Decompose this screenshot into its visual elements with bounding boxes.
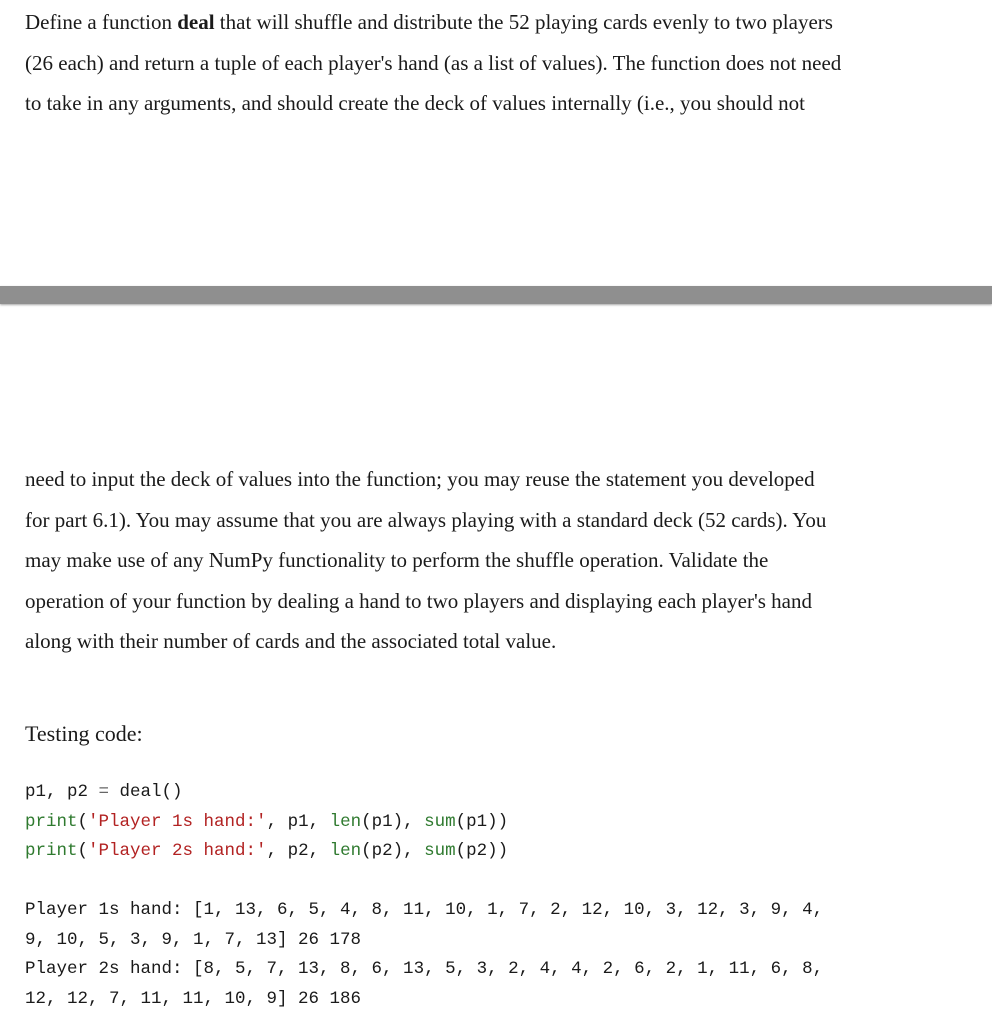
problem-line-3: to take in any arguments, and should create the deck of values internally (i.e., you should not — [25, 91, 805, 115]
code-line-1: p1, p2 = deal() — [25, 782, 183, 802]
problem-statement-top — [25, 2, 980, 124]
testing-code-block — [25, 778, 508, 867]
page-break-divider — [0, 286, 992, 304]
code-line-3: print('Player 2s hand:', p2, len(p2), sum(p2)) — [25, 841, 509, 861]
output-line-2: 9, 10, 5, 3, 9, 1, 7, 13] 26 178 — [25, 929, 362, 950]
cont-line-4: operation of your function by dealing a hand to two players and displaying each player's hand — [25, 588, 812, 613]
intro-text-cont: that will shuffle and distribute the 52 playing cards evenly to two players — [214, 10, 833, 34]
output-line-4: 12, 12, 7, 11, 11, 10, 9] 26 186 — [25, 988, 362, 1009]
cont-line-2: for part 6.1). You may assume that you are always playing with a standard deck (52 cards). You — [25, 507, 827, 532]
code-line-2: print('Player 1s hand:', p1, len(p1), sum(p1)) — [25, 811, 509, 832]
intro-text: Define a function — [25, 10, 178, 34]
cont-line-1: need to input the deck of values into the function; you may reuse the statement you developed — [25, 467, 815, 491]
function-name: deal — [177, 10, 215, 34]
cont-line-5: along with their number of cards and the associated total value. — [25, 629, 557, 653]
problem-statement-continued — [25, 459, 980, 662]
output-line-3: Player 2s hand: [8, 5, 7, 13, 8, 6, 13, 5, 3, 2, 4, 4, 2, 6, 2, 1, 11, 6, 8, — [25, 959, 824, 979]
cont-line-3: may make use of any NumPy functionality to perform the shuffle operation. Validate the — [25, 548, 769, 572]
problem-line-2: (26 each) and return a tuple of each player's hand (as a list of values). The function does not need — [25, 50, 842, 75]
output-line-1: Player 1s hand: [1, 13, 6, 5, 4, 8, 11, 10, 1, 7, 2, 12, 10, 3, 12, 3, 9, 4, — [25, 900, 824, 920]
program-output-block — [25, 896, 823, 1014]
problem-line-1 — [25, 2, 980, 43]
testing-code-heading: Testing code: — [25, 721, 143, 746]
